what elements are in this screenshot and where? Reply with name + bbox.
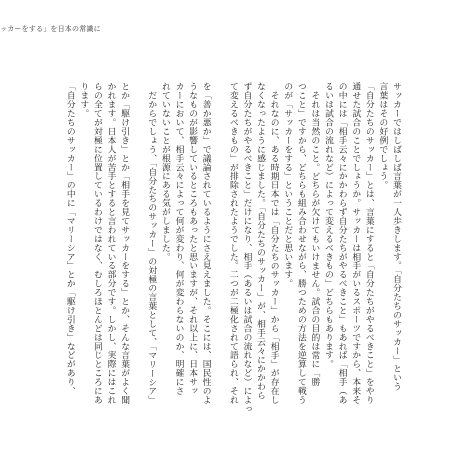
text-column: て変えるべきもの」が排除されたようでした。二つが二極化されて語られ、それ: [227, 82, 238, 405]
text-column: うなものが影響しているところもあったと思いますが、それ以上に、日本サッ: [187, 82, 198, 396]
text-column: るいは試合の流れなど）によって変えるべきもの」どちらもあります。: [323, 82, 334, 369]
text-column: 通せた試合のことでしょうか。サッカーは相手がいるスポーツですから、本来そ: [350, 82, 361, 405]
running-head: ッカーをする」を日本の常識に: [0, 25, 101, 33]
text-column: つこと」ですから、どちらも組み合わせながら、勝つための方法を逆算して戦う: [295, 82, 306, 405]
text-column: ず自分たちがやるべきこと」だけになり、相手（あるいは試合の流れなど）によっ: [241, 82, 252, 414]
text-column: だからでしょう、「自分たちのサッカー」の対極の言葉として、「マリーシア」: [146, 91, 157, 405]
text-column: ります。: [78, 82, 89, 118]
text-column: 「自分たちのサッカー」とは、言葉にすると「自分たちがやるべきこと」をやり: [363, 82, 374, 405]
text-column: らの全てが対極に位置しているわけではなく、むしろほとんどは同じところにあ: [91, 82, 102, 405]
text-column: とか「駆け引き」とか「相手を見てサッカーをする」とか、そんな言葉がよく聞: [119, 82, 130, 405]
text-column: サッカーではしばしば言葉が一人歩きします。「自分たちのサッカー」という: [391, 82, 401, 391]
text-column: それなのに、ある時期日本では「自分たちのサッカー」から「相手」が存在し: [268, 91, 279, 405]
text-column: を「善か悪か」で議論されているようにさえ見えました。そこには、国民性のよ: [200, 82, 211, 405]
text-column: れていないことが根源にある気がしました。: [159, 82, 170, 261]
text-column: なくなったように感じました。「自分たちのサッカー」が、相手云々にかかわら: [255, 82, 266, 400]
text-column: のが「サッカーをする」ということだと思います。: [282, 82, 293, 288]
text-column: 「自分たちのサッカー」の中に「マリーシア」とか「駆け引き」などがあり、: [64, 82, 75, 396]
text-column: それは当然のこと。どちらが欠けてもいけません。試合の目的は常に「勝: [309, 91, 320, 387]
text-column: カーにおいて、相手云々によって何が変わり、何が変わらないのか、明確にさ: [173, 82, 184, 396]
text-column: の中には「相手云々にかかわらず自分たちがやるべきこと」もあれば「相手（あ: [336, 82, 347, 405]
body-text: [49, 82, 402, 426]
text-column: 言葉はその好例でしょう。: [377, 82, 388, 190]
text-column: かれます。日本人が苦手とすると言われている部分です。しかし、実際にはこれ: [105, 82, 116, 405]
